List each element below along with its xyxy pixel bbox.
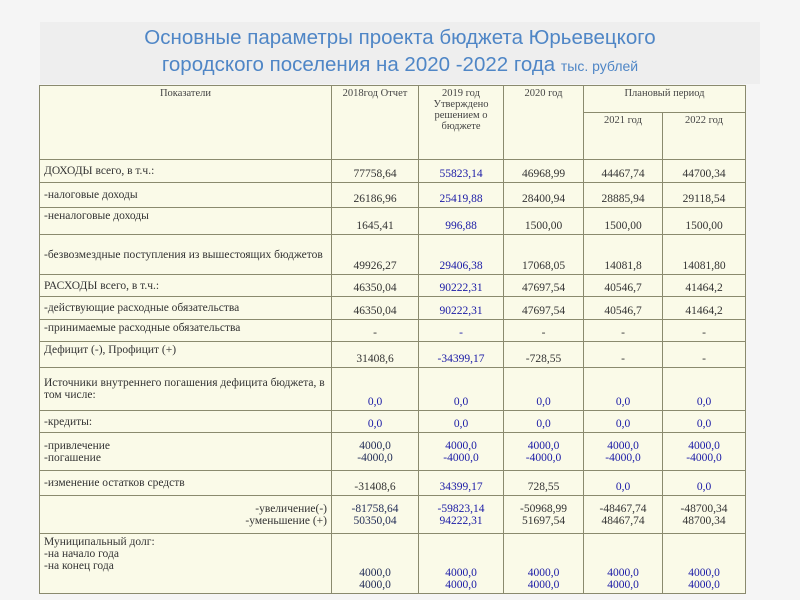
- cell-2020: 47697,54: [504, 275, 584, 297]
- cell-2021: 0,0: [584, 471, 663, 496]
- cell-2018: -31408,6: [332, 471, 419, 496]
- header-2020: 2020 год: [504, 86, 584, 160]
- table-row: [40, 208, 746, 235]
- cell-2019: -34399,17: [419, 342, 504, 368]
- cell-value: -50968,99: [520, 502, 567, 515]
- cell-value: -4000,0: [357, 451, 393, 464]
- cell-2022: 0,0: [663, 368, 746, 411]
- cell-2020: -728,55: [504, 342, 584, 368]
- cell-2020: 1500,00: [504, 208, 584, 235]
- header-2018: 2018год Отчет: [332, 86, 419, 160]
- cell-2021: 14081,8: [584, 235, 663, 275]
- cell-2019: [419, 496, 504, 534]
- cell-value: 4000,0: [527, 567, 560, 579]
- cell-2019: 34399,17: [419, 471, 504, 496]
- cell-value: 94222,31: [439, 514, 483, 527]
- cell-2021: 40546,7: [584, 297, 663, 320]
- table-row: [40, 433, 746, 471]
- row-label: -налоговые доходы: [40, 183, 332, 208]
- header-2019: 2019 год Утверждено решением о бюджете: [419, 86, 504, 160]
- cell-2018: -: [332, 320, 419, 342]
- cell-2020: 17068,05: [504, 235, 584, 275]
- cell-value: 4000,0: [527, 439, 560, 452]
- cell-2019: 25419,88: [419, 183, 504, 208]
- title-line-2-text: городского поселения на 2020 -2022 года: [161, 53, 556, 76]
- header-2021: 2021 год: [584, 113, 663, 160]
- cell-value: 4000,0: [688, 567, 720, 579]
- budget-table: [39, 85, 746, 594]
- cell-value: 4000,0: [359, 439, 391, 452]
- cell-2022: [663, 496, 746, 534]
- row-label: [40, 496, 332, 534]
- cell-2018: 77758,64: [332, 160, 419, 183]
- table-row: [40, 297, 746, 320]
- cell-2021: [584, 534, 663, 594]
- cell-value: 4000,0: [607, 439, 639, 452]
- cell-value: 4000,0: [445, 579, 477, 591]
- row-label-line: Муниципальный долг:: [44, 536, 155, 548]
- cell-2019: 90222,31: [419, 297, 504, 320]
- cell-2022: 44700,34: [663, 160, 746, 183]
- cell-value: -81758,64: [351, 502, 399, 515]
- row-label-line: -на конец года: [44, 560, 114, 572]
- table-row: [40, 160, 746, 183]
- cell-value: -4000,0: [605, 451, 641, 464]
- cell-2018: [332, 534, 419, 594]
- cell-value: 4000,0: [359, 579, 391, 591]
- cell-2018: 0,0: [332, 368, 419, 411]
- row-label-line: -уменьшение (+): [245, 514, 327, 527]
- cell-2022: 29118,54: [663, 183, 746, 208]
- cell-2021: [584, 496, 663, 534]
- row-label: Дефицит (-), Профицит (+): [40, 342, 332, 368]
- row-label: [40, 534, 332, 594]
- cell-2022: 0,0: [663, 471, 746, 496]
- header-row-1: [40, 86, 746, 113]
- cell-2022: 41464,2: [663, 297, 746, 320]
- cell-value: -59823,14: [437, 502, 485, 515]
- title-line-2: [0, 51, 800, 80]
- cell-value: -48700,34: [680, 502, 728, 515]
- cell-value: 48700,34: [682, 514, 726, 527]
- table-row: [40, 411, 746, 433]
- row-label: -действующие расходные обязательства: [40, 297, 332, 320]
- row-label: -безвозмездные поступления из вышестоящих бюджетов: [40, 235, 332, 275]
- row-label: -кредиты:: [40, 411, 332, 433]
- table-row: [40, 235, 746, 275]
- cell-2020: 46968,99: [504, 160, 584, 183]
- cell-2019: 90222,31: [419, 275, 504, 297]
- cell-2019: 55823,14: [419, 160, 504, 183]
- cell-2019: [419, 534, 504, 594]
- cell-2018: [332, 433, 419, 471]
- cell-2021: 44467,74: [584, 160, 663, 183]
- cell-2021: 40546,7: [584, 275, 663, 297]
- cell-2022: 0,0: [663, 411, 746, 433]
- cell-2020: 47697,54: [504, 297, 584, 320]
- cell-2020: [504, 433, 584, 471]
- cell-value: 4000,0: [445, 439, 477, 452]
- cell-2020: [504, 496, 584, 534]
- row-label: ДОХОДЫ всего, в т.ч.:: [40, 160, 332, 183]
- cell-2022: 1500,00: [663, 208, 746, 235]
- cell-2022: -: [663, 320, 746, 342]
- cell-2018: [332, 496, 419, 534]
- row-label-line: -погашение: [44, 451, 101, 464]
- cell-2018: 26186,96: [332, 183, 419, 208]
- cell-2019: 0,0: [419, 368, 504, 411]
- cell-value: -4000,0: [686, 451, 722, 464]
- cell-value: -4000,0: [525, 451, 562, 464]
- table-row: [40, 342, 746, 368]
- header-indicators: Показатели: [40, 86, 332, 160]
- cell-value: 4000,0: [359, 567, 391, 579]
- cell-value: 48467,74: [601, 514, 645, 527]
- cell-2021: 1500,00: [584, 208, 663, 235]
- cell-2018: 49926,27: [332, 235, 419, 275]
- row-label: -принимаемые расходные обязательства: [40, 320, 332, 342]
- cell-2019: 29406,38: [419, 235, 504, 275]
- cell-2021: 28885,94: [584, 183, 663, 208]
- cell-value: 4000,0: [688, 579, 720, 591]
- cell-2019: 0,0: [419, 411, 504, 433]
- table-row: [40, 534, 746, 594]
- cell-2018: 46350,04: [332, 275, 419, 297]
- cell-value: 4000,0: [445, 567, 477, 579]
- page-title: [0, 24, 800, 80]
- cell-2022: 14081,80: [663, 235, 746, 275]
- table-row: [40, 183, 746, 208]
- cell-2020: 0,0: [504, 411, 584, 433]
- cell-2018: 46350,04: [332, 297, 419, 320]
- cell-2022: 41464,2: [663, 275, 746, 297]
- cell-2019: -: [419, 320, 504, 342]
- cell-2020: -: [504, 320, 584, 342]
- cell-value: 4000,0: [527, 579, 560, 591]
- cell-value: 51697,54: [521, 514, 566, 527]
- cell-value: 4000,0: [688, 439, 720, 452]
- cell-2021: 0,0: [584, 368, 663, 411]
- table-row: [40, 368, 746, 411]
- table-row: [40, 471, 746, 496]
- cell-value: 50350,04: [353, 514, 397, 527]
- row-label-line: -увеличение(-): [255, 502, 327, 515]
- cell-2019: 996,88: [419, 208, 504, 235]
- cell-2021: [584, 433, 663, 471]
- cell-value: -48467,74: [599, 502, 647, 515]
- cell-2022: -: [663, 342, 746, 368]
- title-line-1: Основные параметры проекта бюджета Юрьевецкого: [144, 26, 656, 49]
- cell-2021: -: [584, 320, 663, 342]
- row-label: -неналоговые доходы: [40, 208, 332, 235]
- cell-2022: [663, 433, 746, 471]
- cell-2020: 728,55: [504, 471, 584, 496]
- row-label: Источники внутреннего погашения дефицита бюджета, в том числе:: [40, 368, 332, 411]
- table-row: [40, 496, 746, 534]
- row-label-line: -на начало года: [44, 548, 119, 560]
- cell-2021: 0,0: [584, 411, 663, 433]
- cell-2019: [419, 433, 504, 471]
- title-unit: тыс. рублей: [560, 58, 639, 74]
- cell-2018: 0,0: [332, 411, 419, 433]
- cell-value: 4000,0: [607, 567, 639, 579]
- row-label: РАСХОДЫ всего, в т.ч.:: [40, 275, 332, 297]
- cell-2018: 31408,6: [332, 342, 419, 368]
- header-planned-period: Плановый период: [584, 86, 746, 113]
- cell-2020: [504, 534, 584, 594]
- cell-2021: -: [584, 342, 663, 368]
- header-2022: 2022 год: [663, 113, 746, 160]
- cell-value: 4000,0: [607, 579, 639, 591]
- table-row: [40, 320, 746, 342]
- cell-2022: [663, 534, 746, 594]
- row-label: [40, 433, 332, 471]
- row-label: -изменение остатков средств: [40, 471, 332, 496]
- cell-2020: 0,0: [504, 368, 584, 411]
- cell-2020: 28400,94: [504, 183, 584, 208]
- row-label-line: -привлечение: [44, 439, 111, 452]
- table-row: [40, 275, 746, 297]
- cell-2018: 1645,41: [332, 208, 419, 235]
- cell-value: -4000,0: [443, 451, 479, 464]
